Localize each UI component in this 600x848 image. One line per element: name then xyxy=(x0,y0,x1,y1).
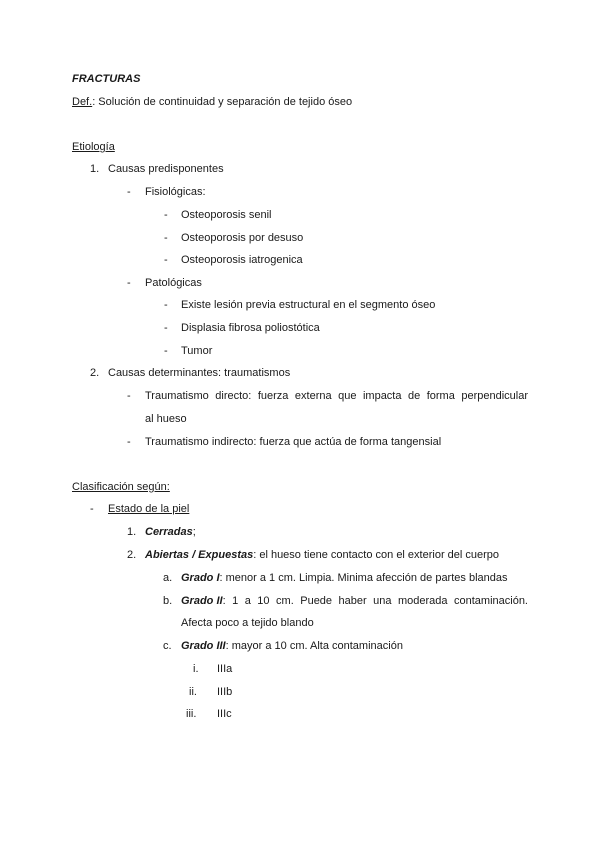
grado-1-item xyxy=(181,571,508,585)
list-item: Tumor xyxy=(181,345,213,357)
dash-marker: - xyxy=(164,345,168,357)
causas-predisponentes: Causas predisponentes xyxy=(108,163,224,175)
grado-1-label: Grado I xyxy=(181,572,220,584)
list-marker: i. xyxy=(193,663,199,675)
dash-marker: - xyxy=(127,186,131,198)
dash-marker: - xyxy=(127,436,131,448)
etiologia-heading: Etiología xyxy=(72,141,115,153)
definition-label: Def. xyxy=(72,96,93,108)
list-marker: b. xyxy=(163,595,173,607)
list-marker: c. xyxy=(163,640,172,652)
list-marker: 2. xyxy=(90,367,100,379)
grado-3-item xyxy=(181,639,403,653)
dash-marker: - xyxy=(127,277,131,289)
dash-marker: - xyxy=(164,232,168,244)
dash-marker: - xyxy=(164,209,168,221)
grado-2-label: Grado II xyxy=(181,595,223,607)
list-item: IIIa xyxy=(217,663,233,675)
patologicas-label: Patológicas xyxy=(145,277,202,289)
list-item: Osteoporosis iatrogenica xyxy=(181,254,303,266)
estado-piel-label: Estado de la piel xyxy=(108,503,190,515)
abiertas-label: Abiertas / Expuestas xyxy=(145,549,254,561)
list-item: Existe lesión previa estructural en el segmento óseo xyxy=(181,299,436,311)
dash-marker: - xyxy=(127,390,131,402)
grado-2-cont: Afecta poco a tejido blando xyxy=(181,617,314,629)
grado-1-text: : menor a 1 cm. Limpia. Minima afección de partes blandas xyxy=(219,572,508,584)
dash-marker: - xyxy=(164,254,168,266)
grado-3-label: Grado III xyxy=(181,640,226,652)
fisiologicas-label: Fisiológicas: xyxy=(145,186,206,198)
list-item: IIIc xyxy=(217,708,232,720)
list-marker: 1. xyxy=(127,526,137,538)
dash-marker: - xyxy=(90,503,94,515)
clasificacion-heading: Clasificación según: xyxy=(72,481,170,493)
list-item: IIIb xyxy=(217,686,233,698)
grado-2-text: : 1 a 10 cm. Puede haber una moderada contaminación. xyxy=(222,595,528,607)
list-marker: 1. xyxy=(90,163,100,175)
list-marker: ii. xyxy=(189,686,197,698)
causas-determinantes: Causas determinantes: traumatismos xyxy=(108,367,291,379)
list-marker: a. xyxy=(163,572,173,584)
list-marker: 2. xyxy=(127,549,137,561)
traumatismo-indirecto: Traumatismo indirecto: fuerza que actúa de forma tangensial xyxy=(145,436,442,448)
cerradas-label: Cerradas xyxy=(145,526,193,538)
list-marker: iii. xyxy=(186,708,197,720)
definition-text: : Solución de continuidad y separación de tejido óseo xyxy=(92,96,353,108)
abiertas-item xyxy=(145,548,499,562)
cerradas-suffix: ; xyxy=(192,526,196,538)
cerradas-item xyxy=(145,525,196,539)
traumatismo-directo: Traumatismo directo: fuerza externa que impacta de forma perpendicular xyxy=(145,390,528,402)
dash-marker: - xyxy=(164,299,168,311)
page-title: FRACTURAS xyxy=(72,73,141,85)
abiertas-suffix: : el hueso tiene contacto con el exterior del cuerpo xyxy=(253,549,500,561)
definition xyxy=(72,95,352,109)
dash-marker: - xyxy=(164,322,168,334)
list-item: Displasia fibrosa poliostótica xyxy=(181,322,320,334)
traumatismo-directo-cont: al hueso xyxy=(145,413,187,425)
list-item: Osteoporosis senil xyxy=(181,209,272,221)
grado-2-item xyxy=(181,594,528,608)
grado-3-text: : mayor a 10 cm. Alta contaminación xyxy=(225,640,403,652)
list-item: Osteoporosis por desuso xyxy=(181,232,304,244)
